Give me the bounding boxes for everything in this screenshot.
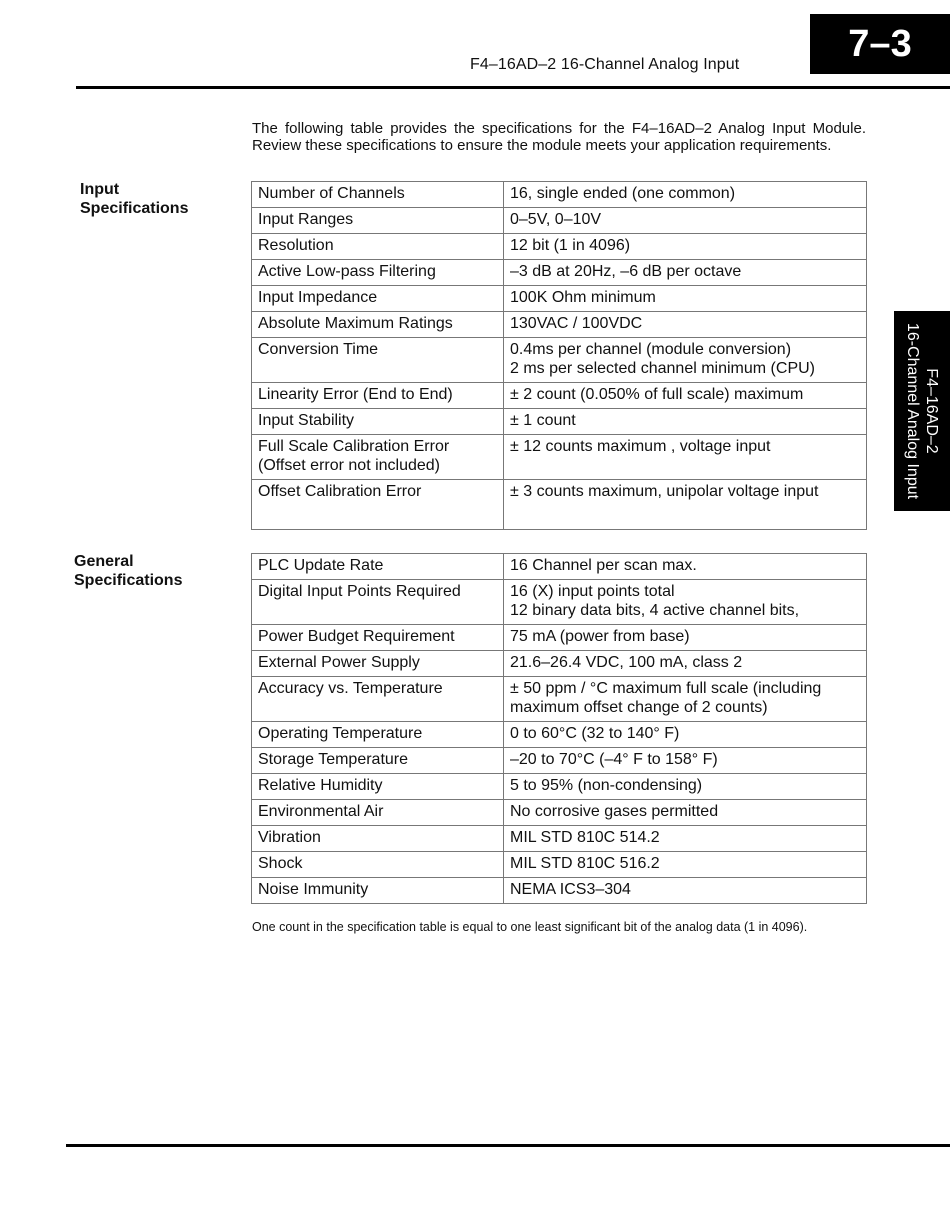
spec-row bbox=[252, 312, 867, 338]
header-rule bbox=[76, 86, 950, 89]
spec-value: No corrosive gases permitted bbox=[504, 800, 867, 826]
spec-value: 21.6–26.4 VDC, 100 mA, class 2 bbox=[504, 651, 867, 677]
spec-value: 16 Channel per scan max. bbox=[504, 554, 867, 580]
footer-rule bbox=[66, 1144, 950, 1147]
spec-label: Input Impedance bbox=[252, 286, 504, 312]
spec-label: Resolution bbox=[252, 234, 504, 260]
side-tab-line-1: F4–16AD–2 bbox=[923, 368, 940, 454]
spec-row bbox=[252, 677, 867, 722]
spec-label: Shock bbox=[252, 852, 504, 878]
side-tab-line-2: 16-Channel Analog Input bbox=[904, 322, 921, 500]
side-tab-text bbox=[903, 311, 941, 511]
spec-value: ± 2 count (0.050% of full scale) maximum bbox=[504, 383, 867, 409]
spec-value: 0–5V, 0–10V bbox=[504, 208, 867, 234]
spec-label: Storage Temperature bbox=[252, 748, 504, 774]
spec-label: Input Ranges bbox=[252, 208, 504, 234]
spec-row bbox=[252, 383, 867, 409]
spec-value: 5 to 95% (non-condensing) bbox=[504, 774, 867, 800]
spec-value: 130VAC / 100VDC bbox=[504, 312, 867, 338]
spec-row bbox=[252, 554, 867, 580]
spec-value: ± 3 counts maximum, unipolar voltage input bbox=[504, 480, 867, 530]
spec-label: Offset Calibration Error bbox=[252, 480, 504, 530]
spec-label: Absolute Maximum Ratings bbox=[252, 312, 504, 338]
spec-value: 0 to 60°C (32 to 140° F) bbox=[504, 722, 867, 748]
running-header-title: F4–16AD–2 16-Channel Analog Input bbox=[470, 56, 740, 73]
page-number: 7–3 bbox=[848, 22, 912, 65]
spec-row bbox=[252, 748, 867, 774]
spec-label: PLC Update Rate bbox=[252, 554, 504, 580]
spec-row bbox=[252, 435, 867, 480]
input-specs-heading-line-2: Specifications bbox=[80, 200, 189, 217]
spec-label: Vibration bbox=[252, 826, 504, 852]
spec-row bbox=[252, 208, 867, 234]
spec-row bbox=[252, 826, 867, 852]
spec-value: –20 to 70°C (–4° F to 158° F) bbox=[504, 748, 867, 774]
input-specs-heading bbox=[80, 180, 188, 218]
general-specs-heading-line-2: Specifications bbox=[74, 572, 183, 589]
spec-row bbox=[252, 722, 867, 748]
spec-row bbox=[252, 409, 867, 435]
spec-row bbox=[252, 878, 867, 904]
spec-row bbox=[252, 580, 867, 625]
spec-label: Input Stability bbox=[252, 409, 504, 435]
spec-row bbox=[252, 480, 867, 530]
spec-row bbox=[252, 234, 867, 260]
input-specs-heading-line-1: Input bbox=[80, 181, 120, 198]
footnote: One count in the specification table is equal to one least significant bit of the analog data (1 in 4096). bbox=[252, 920, 808, 934]
spec-label: External Power Supply bbox=[252, 651, 504, 677]
spec-label: Active Low-pass Filtering bbox=[252, 260, 504, 286]
general-specs-heading bbox=[74, 552, 182, 590]
spec-label: Environmental Air bbox=[252, 800, 504, 826]
spec-row bbox=[252, 651, 867, 677]
spec-label: Full Scale Calibration Error (Offset error not included) bbox=[252, 435, 504, 480]
general-specs-table bbox=[251, 553, 867, 904]
spec-value: ± 1 count bbox=[504, 409, 867, 435]
spec-value: 75 mA (power from base) bbox=[504, 625, 867, 651]
spec-row bbox=[252, 182, 867, 208]
spec-row bbox=[252, 774, 867, 800]
spec-row bbox=[252, 625, 867, 651]
input-specs-table bbox=[251, 181, 867, 530]
spec-value: –3 dB at 20Hz, –6 dB per octave bbox=[504, 260, 867, 286]
spec-row bbox=[252, 286, 867, 312]
spec-value: ± 50 ppm / °C maximum full scale (including maximum offset change of 2 counts) bbox=[504, 677, 867, 722]
spec-value: 16 (X) input points total 12 binary data bits, 4 active channel bits, bbox=[504, 580, 867, 625]
spec-value: NEMA ICS3–304 bbox=[504, 878, 867, 904]
spec-value: ± 12 counts maximum , voltage input bbox=[504, 435, 867, 480]
spec-label: Relative Humidity bbox=[252, 774, 504, 800]
spec-label: Digital Input Points Required bbox=[252, 580, 504, 625]
chapter-side-tab bbox=[894, 311, 950, 511]
spec-label: Operating Temperature bbox=[252, 722, 504, 748]
spec-value: MIL STD 810C 516.2 bbox=[504, 852, 867, 878]
spec-value: MIL STD 810C 514.2 bbox=[504, 826, 867, 852]
spec-label: Conversion Time bbox=[252, 338, 504, 383]
general-specs-heading-line-1: General bbox=[74, 553, 134, 570]
intro-paragraph: The following table provides the specifications for the F4–16AD–2 Analog Input Module. Review these specifications to ensure the module meets your application requirements. bbox=[252, 120, 866, 154]
spec-label: Number of Channels bbox=[252, 182, 504, 208]
spec-label: Power Budget Requirement bbox=[252, 625, 504, 651]
spec-value: 0.4ms per channel (module conversion) 2 ms per selected channel minimum (CPU) bbox=[504, 338, 867, 383]
spec-value: 12 bit (1 in 4096) bbox=[504, 234, 867, 260]
spec-row bbox=[252, 338, 867, 383]
spec-value: 16, single ended (one common) bbox=[504, 182, 867, 208]
page-number-tab bbox=[810, 14, 950, 74]
spec-value: 100K Ohm minimum bbox=[504, 286, 867, 312]
spec-row bbox=[252, 852, 867, 878]
spec-row bbox=[252, 260, 867, 286]
spec-label: Linearity Error (End to End) bbox=[252, 383, 504, 409]
spec-row bbox=[252, 800, 867, 826]
spec-label: Accuracy vs. Temperature bbox=[252, 677, 504, 722]
spec-label: Noise Immunity bbox=[252, 878, 504, 904]
